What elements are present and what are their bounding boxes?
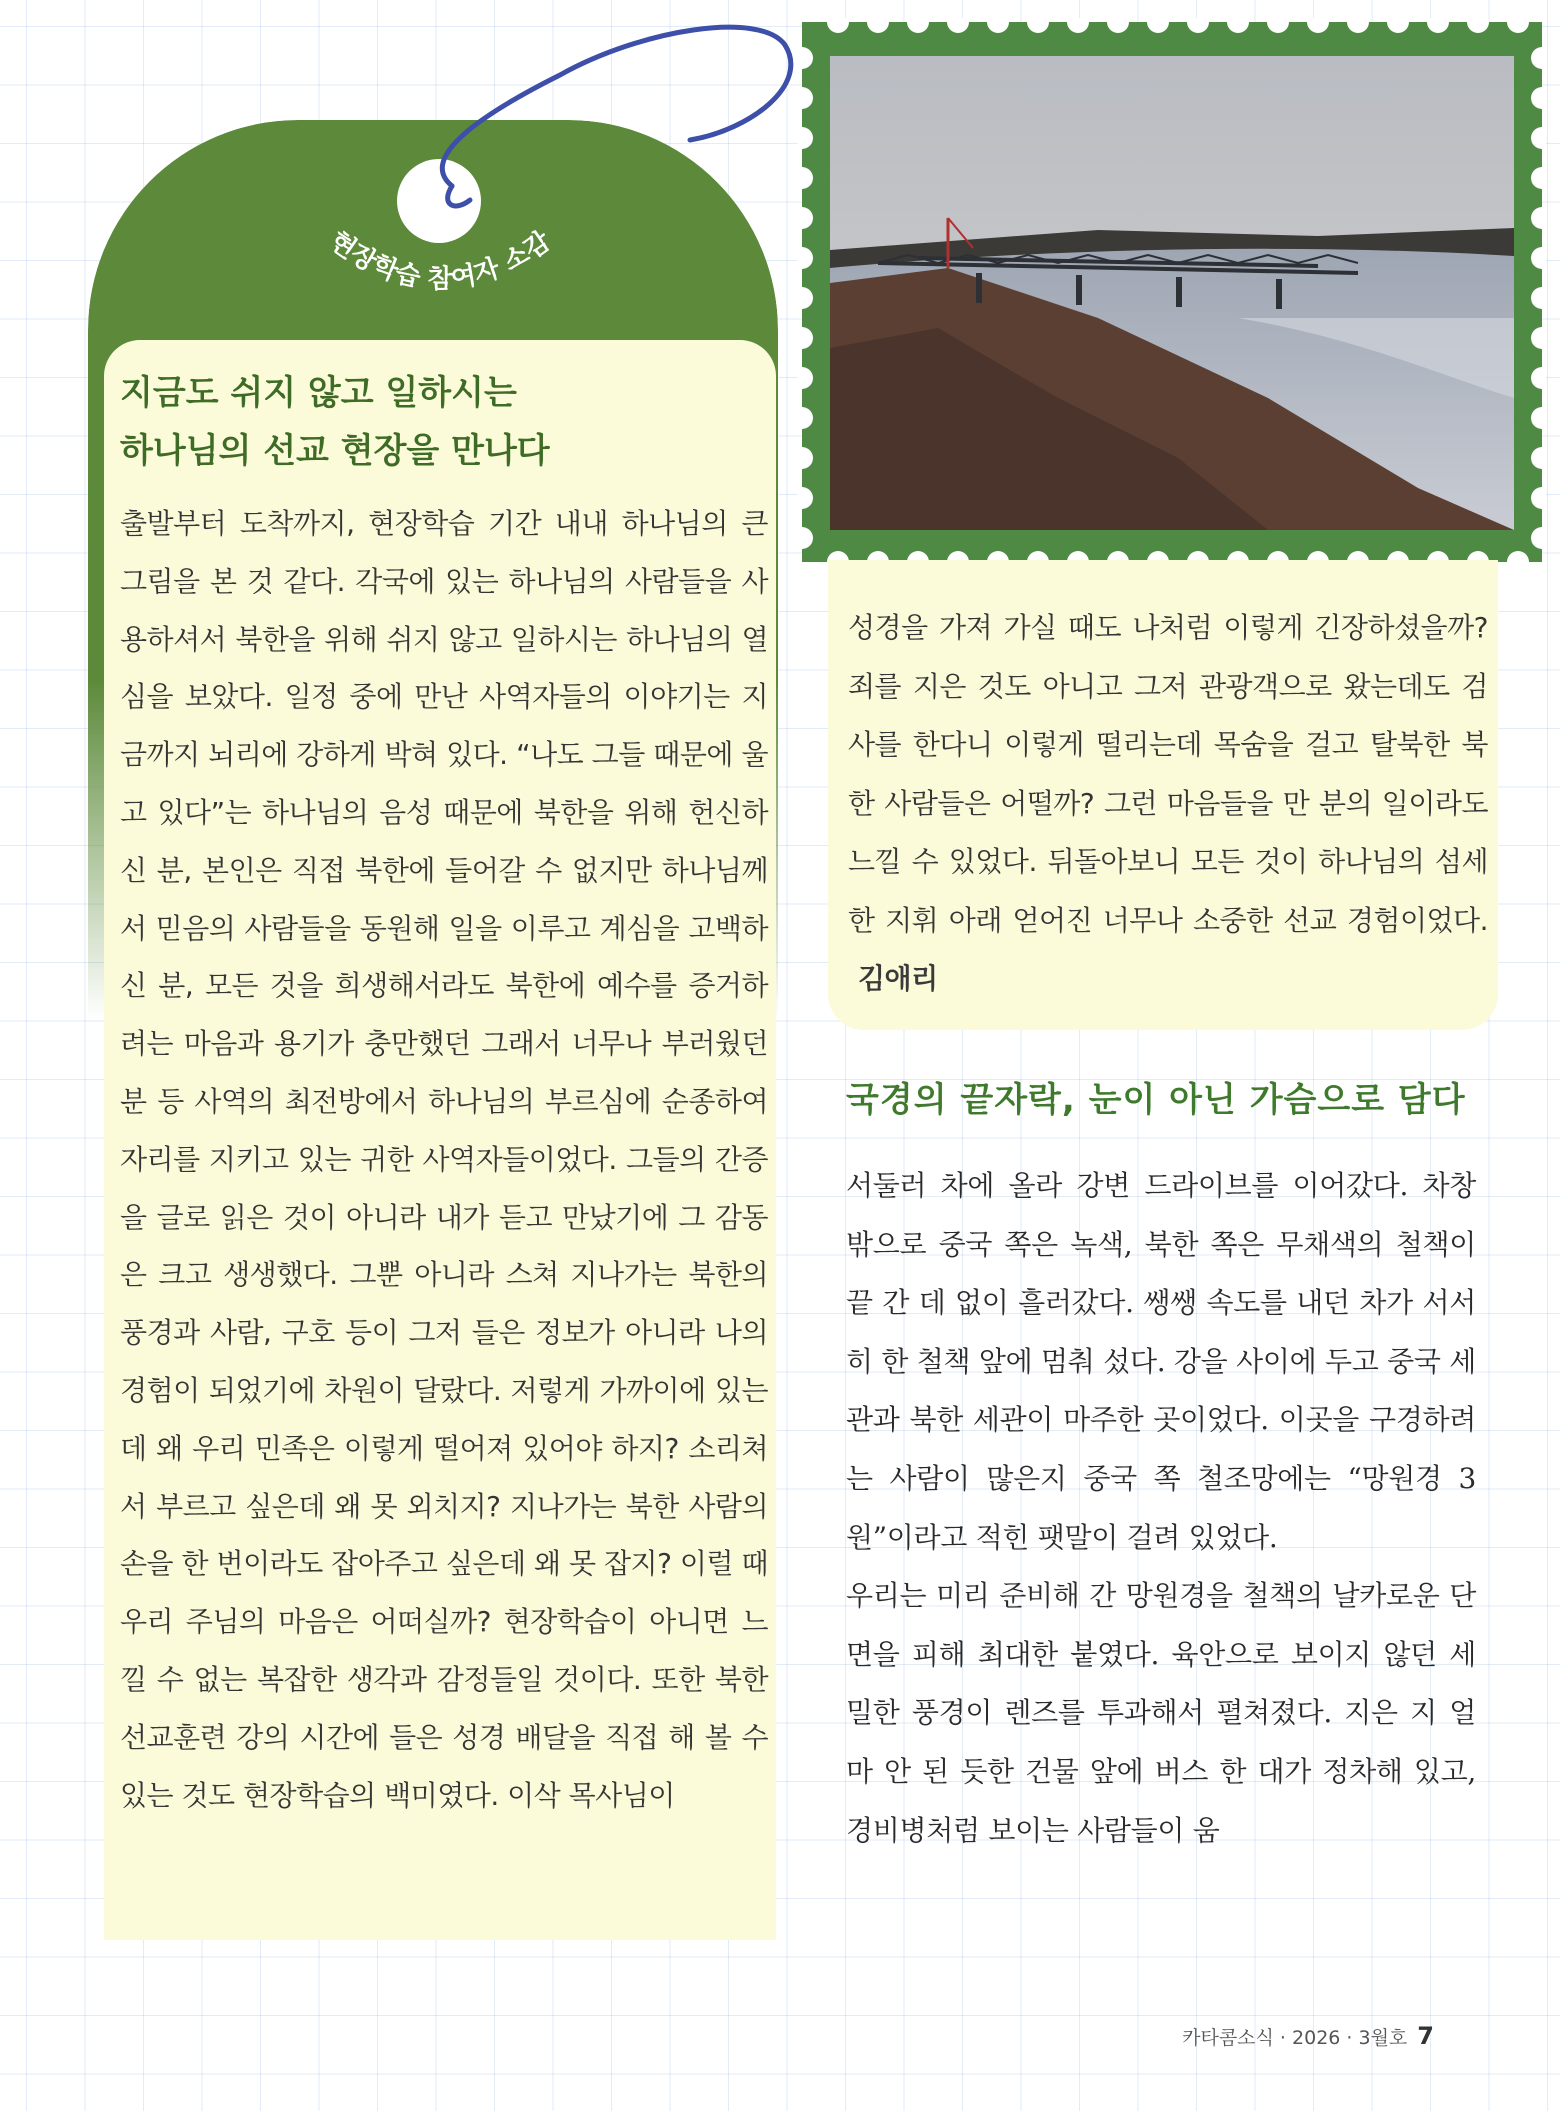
- author-name: 김애리: [858, 962, 938, 995]
- left-heading-line-1: 지금도 쉬지 않고 일하시는: [120, 373, 517, 413]
- right-card-body: [848, 599, 1488, 1009]
- right-article-paragraph-1: 서둘러 차에 올라 강변 드라이브를 이어갔다. 차창 밖으로 중국 쪽은 녹색, 북한 쪽은 무채색의 철책이 끝 간 데 없이 흘러갔다. 쌩쌩 속도를 내던 차가 서서히 한 철책 앞에 멈춰 섰다. 강을 사이에 두고 중국 세관과 북한 세관이 마주한 곳이었다. 이곳을 구경하려는 사람이 많은지 중국 쪽 철조망에는 “망원경 3원”이라고 적힌 팻말이 걸려 있었다.: [846, 1169, 1476, 1554]
- river-bridge-photo: [830, 56, 1514, 530]
- left-article-heading: [120, 364, 760, 480]
- publication-info: 카타콤소식 · 2026 · 3월호: [1182, 2027, 1408, 2049]
- right-card-text: 성경을 가져 가실 때도 나처럼 이렇게 긴장하셨을까? 죄를 지은 것도 아니고 그저 관광객으로 왔는데도 검사를 한다니 이렇게 떨리는데 목숨을 걸고 탈북한 북한 사람들은 어떨까? 그런 마음들을 만 분의 일이라도 느낄 수 있었다. 뒤돌아보니 모든 것이 하나님의 섬세한 지휘 아래 얻어진 너무나 소중한 선교 경험이었다.: [848, 611, 1488, 937]
- right-article-paragraph-2: 우리는 미리 준비해 간 망원경을 철책의 날카로운 단면을 피해 최대한 붙였다. 육안으로 보이지 않던 세밀한 풍경이 렌즈를 투과해서 펼쳐졌다. 지은 지 얼마 안 된 듯한 건물 앞에 버스 한 대가 정차해 있고, 경비병처럼 보이는 사람들이 움: [846, 1579, 1477, 1847]
- page-footer: [1182, 2022, 1434, 2050]
- left-article-body: 출발부터 도착까지, 현장학습 기간 내내 하나님의 큰 그림을 본 것 같다. 각국에 있는 하나님의 사람들을 사용하셔서 북한을 위해 쉬지 않고 일하시는 하나님의 열심을 보았다. 일정 중에 만난 사역자들의 이야기는 지금까지 뇌리에 강하게 박혀 있다. “나도 그들 때문에 울고 있다”는 하나님의 음성 때문에 북한을 위해 헌신하신 분, 본인은 직접 북한에 들어갈 수 없지만 하나님께서 믿음의 사람들을 동원해 일을 이루고 계심을 고백하신 분, 모든 것을 희생해서라도 북한에 예수를 증거하려는 마음과 용기가 충만했던 그래서 너무나 부러웠던 분 등 사역의 최전방에서 하나님의 부르심에 순종하여 자리를 지키고 있는 귀한 사역자들이었다. 그들의 간증을 글로 읽은 것이 아니라 내가 듣고 만났기에 그 감동은 크고 생생했다. 그뿐 아니라 스쳐 지나가는 북한의 풍경과 사람, 구호 등이 그저 들은 정보가 아니라 나의 경험이 되었기에 차원이 달랐다. 저렇게 가까이에 있는데 왜 우리 민족은 이렇게 떨어져 있어야 하지? 소리쳐서 부르고 싶은데 왜 못 외치지? 지나가는 북한 사람의 손을 한 번이라도 잡아주고 싶은데 왜 못 잡지? 이럴 때 우리 주님의 마음은 어떠실까? 현장학습이 아니면 느낄 수 없는 복잡한 생각과 감정들일 것이다. 또한 북한 선교훈련 강의 시간에 들은 성경 배달을 직접 해 볼 수 있는 것도 현장학습의 백미였다. 이삭 목사님이: [120, 507, 768, 1812]
- right-article-body: [846, 1157, 1476, 1860]
- page-number: 7: [1417, 2022, 1434, 2050]
- stamp-photo-frame: [798, 18, 1546, 566]
- tag-label: [260, 170, 620, 330]
- tag-label-text: 현장학습 참여자 소감: [323, 226, 557, 295]
- svg-text:현장학습 참여자 소감: [324, 225, 557, 295]
- right-article-heading: 국경의 끝자락, 눈이 아닌 가슴으로 담다: [846, 1080, 1466, 1120]
- left-heading-line-2: 하나님의 선교 현장을 만나다: [120, 431, 550, 471]
